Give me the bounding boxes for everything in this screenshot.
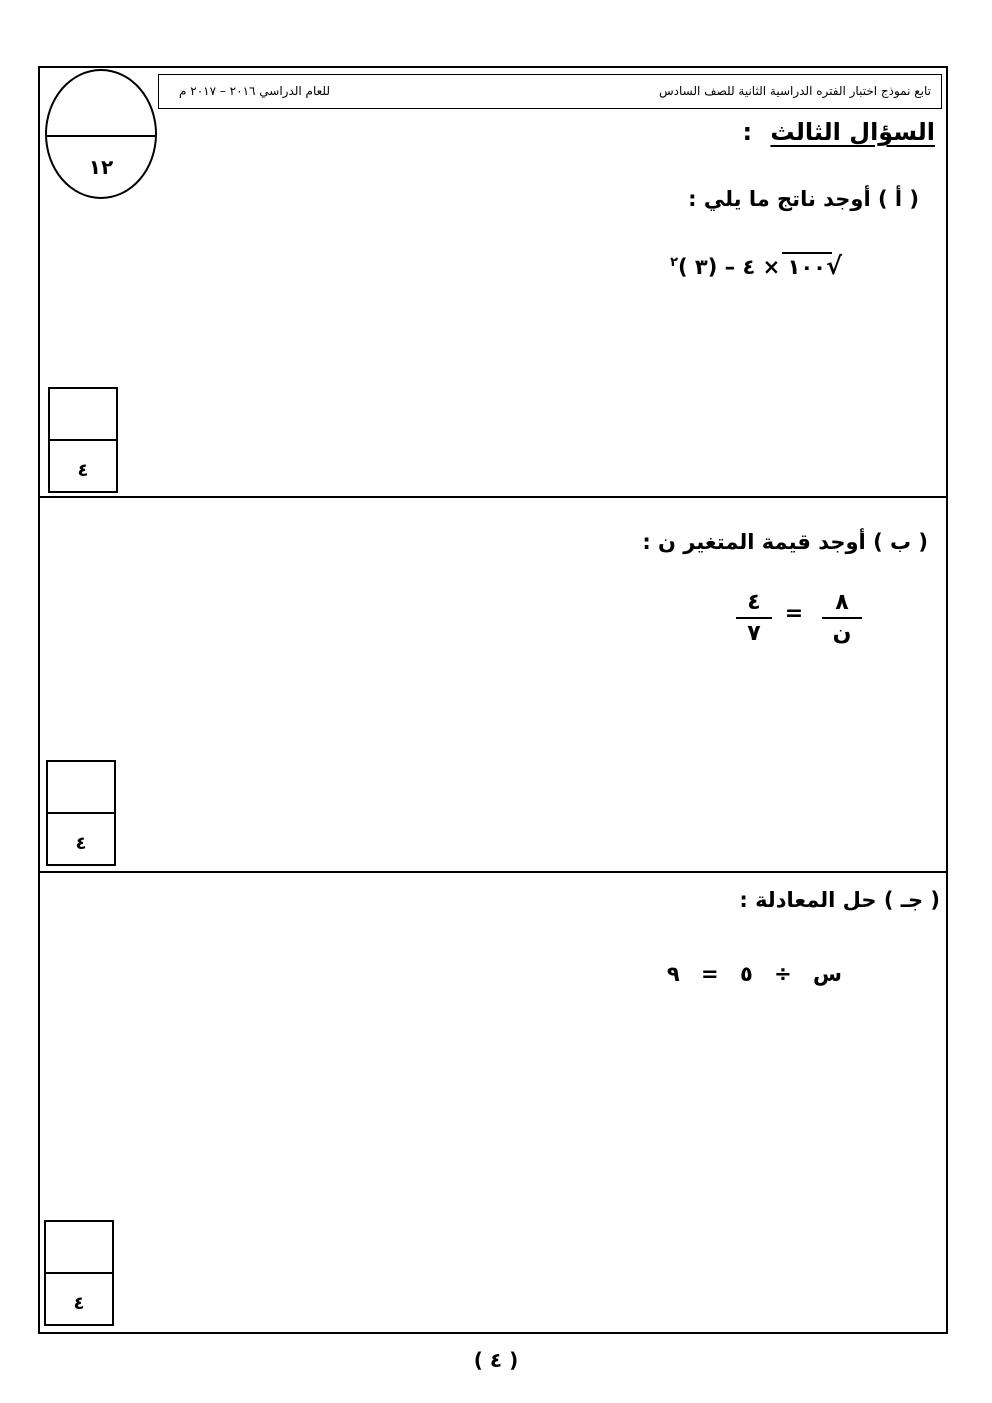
fraction-right	[736, 590, 772, 646]
fraction-left	[822, 590, 862, 646]
part-b-label: ( ب ) أوجد قيمة المتغير ن :	[642, 530, 928, 554]
fraction-numerator: ٨	[835, 590, 849, 615]
header-title: تابع نموذج اختبار الفتره الدراسية الثانية للصف السادس	[658, 84, 931, 98]
fraction-denominator: ن	[832, 621, 852, 646]
part-a-label: ( أ ) أوجد ناتج ما يلي :	[688, 187, 919, 211]
score-box-value: ٤	[75, 833, 87, 854]
sqrt-overline	[782, 252, 832, 254]
section-divider	[40, 496, 946, 498]
equals-sign: =	[784, 601, 804, 626]
score-box-c	[44, 1220, 114, 1326]
score-box-value: ٤	[73, 1293, 85, 1314]
total-score: ١٢	[88, 155, 114, 179]
question-title: السؤال الثالث :	[742, 118, 935, 146]
score-box-divider	[48, 812, 114, 814]
score-box-value: ٤	[77, 460, 89, 481]
score-box-a	[48, 387, 118, 493]
score-box-divider	[46, 1272, 112, 1274]
page-number: ( ٤ )	[473, 1348, 519, 1372]
sqrt-icon: √	[825, 252, 842, 280]
header-year: للعام الدراسي ٢٠١٦ – ٢٠١٧ م	[179, 84, 331, 98]
part-a-expression: √١٠٠ × ٤ – (٣ )$^٢$	[670, 252, 842, 280]
part-c-equation: س ÷ ٥ = ٩	[666, 962, 842, 986]
circle-divider	[47, 135, 155, 137]
exponent: ٢	[670, 255, 678, 270]
section-divider	[40, 871, 946, 873]
exam-header	[158, 74, 942, 109]
fraction-denominator: ٧	[747, 621, 761, 646]
part-c-label: ( جـ ) حل المعادلة :	[739, 888, 940, 912]
fraction-numerator: ٤	[747, 590, 761, 615]
score-box-divider	[50, 439, 116, 441]
score-box-b	[46, 760, 116, 866]
total-score-circle	[45, 69, 157, 199]
